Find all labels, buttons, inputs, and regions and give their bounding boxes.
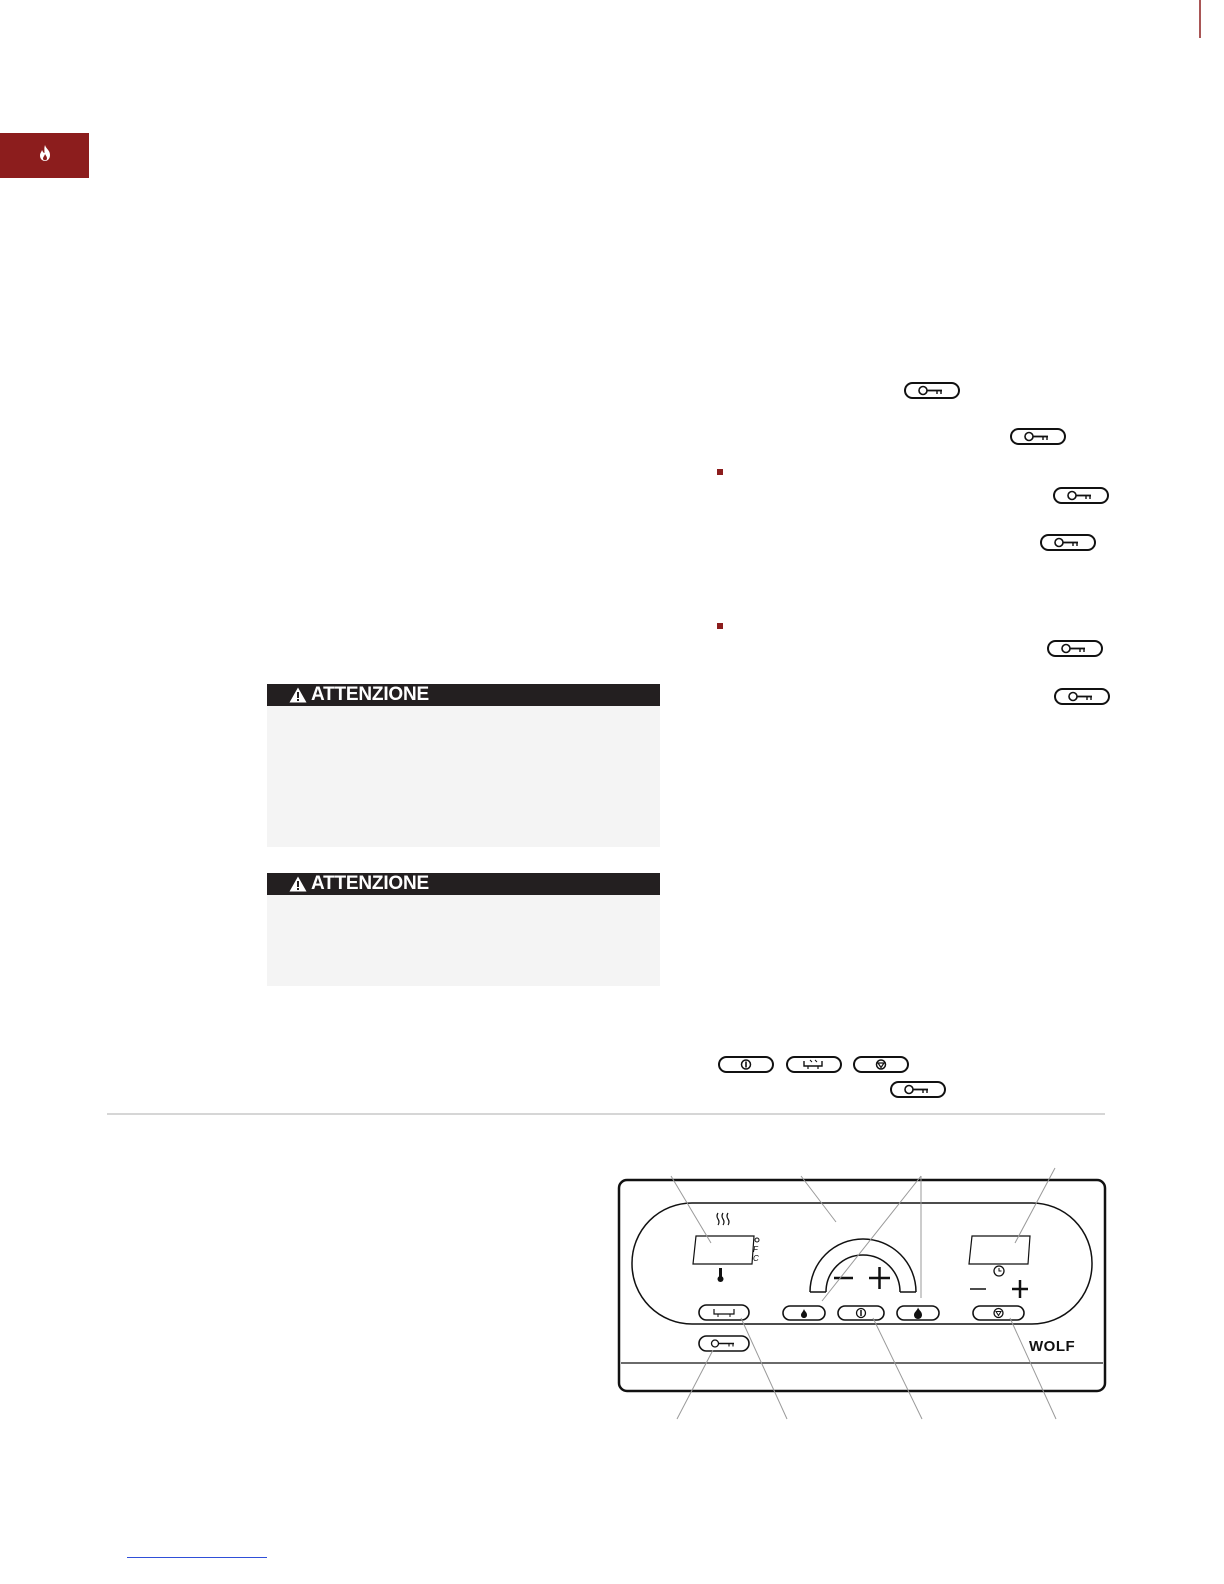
high-flame-button — [897, 1306, 939, 1320]
warning-label: ATTENZIONE — [311, 873, 429, 894]
section-separator — [107, 1113, 1105, 1115]
control-panel-diagram — [600, 1160, 1120, 1425]
lock-button-inline — [1040, 534, 1096, 551]
warning-triangle-icon — [289, 876, 307, 892]
lock-button-inline — [1010, 428, 1066, 445]
wolf-logo — [1029, 1338, 1075, 1355]
lock-button-inline — [1054, 688, 1110, 705]
warm-button — [699, 1305, 749, 1320]
svg-text:WOLF: WOLF — [1029, 1338, 1076, 1355]
lock-button-inline — [904, 382, 960, 399]
warm-button-inline — [786, 1056, 842, 1073]
bullet-marker — [717, 623, 723, 629]
warning-box — [267, 873, 660, 986]
warning-label: ATTENZIONE — [311, 684, 429, 705]
lock-button-inline — [890, 1081, 946, 1098]
section-tab — [0, 133, 89, 178]
lock-button-inline — [1053, 487, 1109, 504]
on-off-button-inline — [718, 1056, 774, 1073]
low-flame-button — [783, 1306, 825, 1320]
unit-f: F — [753, 1245, 758, 1254]
warning-box — [267, 684, 660, 847]
cancel-button — [973, 1306, 1024, 1320]
footer-link-underline — [127, 1557, 267, 1558]
lock-button-inline — [1047, 640, 1103, 657]
flame-icon — [37, 144, 53, 167]
cancel-button-inline — [853, 1056, 909, 1073]
unit-c: C — [753, 1254, 759, 1263]
lock-button — [699, 1336, 749, 1351]
on-off-button — [838, 1306, 884, 1320]
warning-triangle-icon — [289, 687, 307, 703]
warning-header — [267, 684, 660, 706]
bullet-marker — [717, 469, 723, 475]
warning-header — [267, 873, 660, 895]
